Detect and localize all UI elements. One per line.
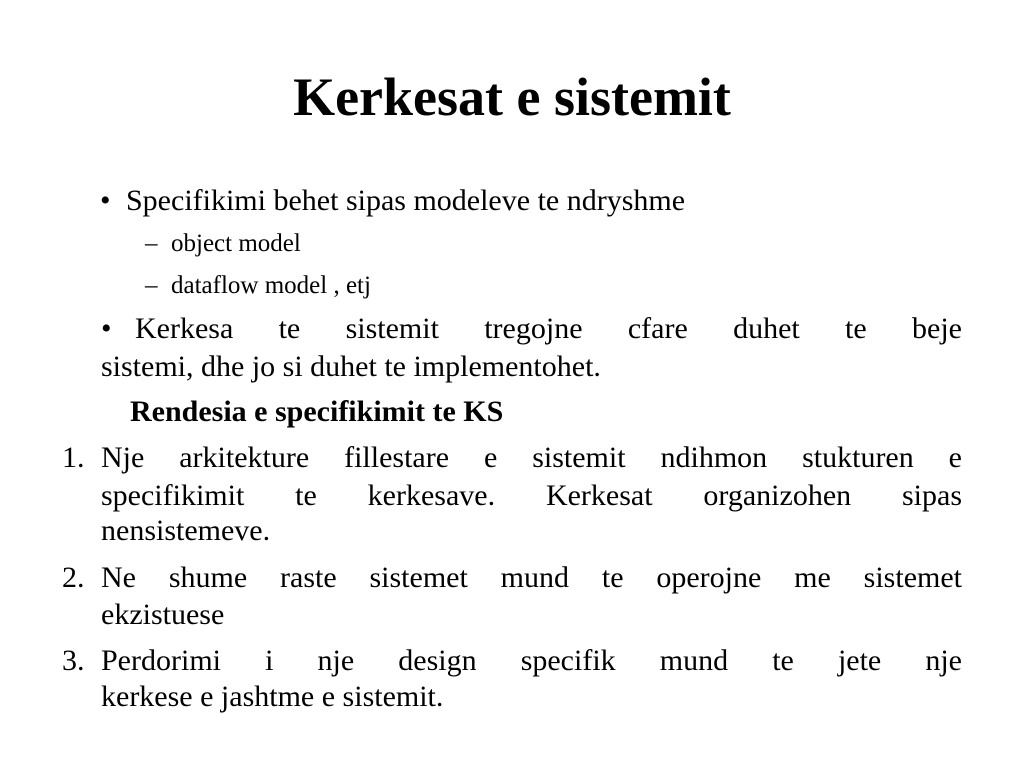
numbered-item-line: Ne shume raste sistemet mund te operojne me sistemet (101, 561, 962, 594)
subitem-text: object model (171, 230, 301, 257)
numbered-item-line: Nje arkitekture fillestare e sistemit ndihmon stukturen e (101, 441, 962, 474)
numbered-item-line: nensistemeve. (101, 514, 271, 547)
bullet-marker: • (101, 312, 112, 345)
bullet-marker: • (100, 184, 111, 217)
item-number: 2. (62, 561, 85, 594)
slide-title: Kerkesat e sistemit (293, 67, 731, 127)
bullet-text-line: Kerkesa te sistemit tregojne cfare duhet te beje (135, 312, 962, 345)
item-number: 1. (62, 441, 85, 474)
item-number: 3. (62, 644, 85, 677)
bullet-text: Specifikimi behet sipas modeleve te ndryshme (126, 184, 686, 217)
numbered-item-line: Perdorimi i nje design specifik mund te jete nje (101, 644, 962, 677)
subitem-marker: – (145, 230, 158, 257)
numbered-item-line: specifikimit te kerkesave. Kerkesat organizohen sipas (101, 479, 962, 512)
subitem-marker: – (145, 272, 158, 299)
numbered-item-line: kerkese e jashtme e sistemit. (101, 680, 444, 713)
section-heading: Rendesia e specifikimit te KS (130, 395, 504, 428)
numbered-item-line: ekzistuese (101, 598, 225, 631)
subitem-text: dataflow model , etj (171, 272, 371, 299)
bullet-text-line: sistemi, dhe jo si duhet te implementohet. (101, 350, 601, 383)
